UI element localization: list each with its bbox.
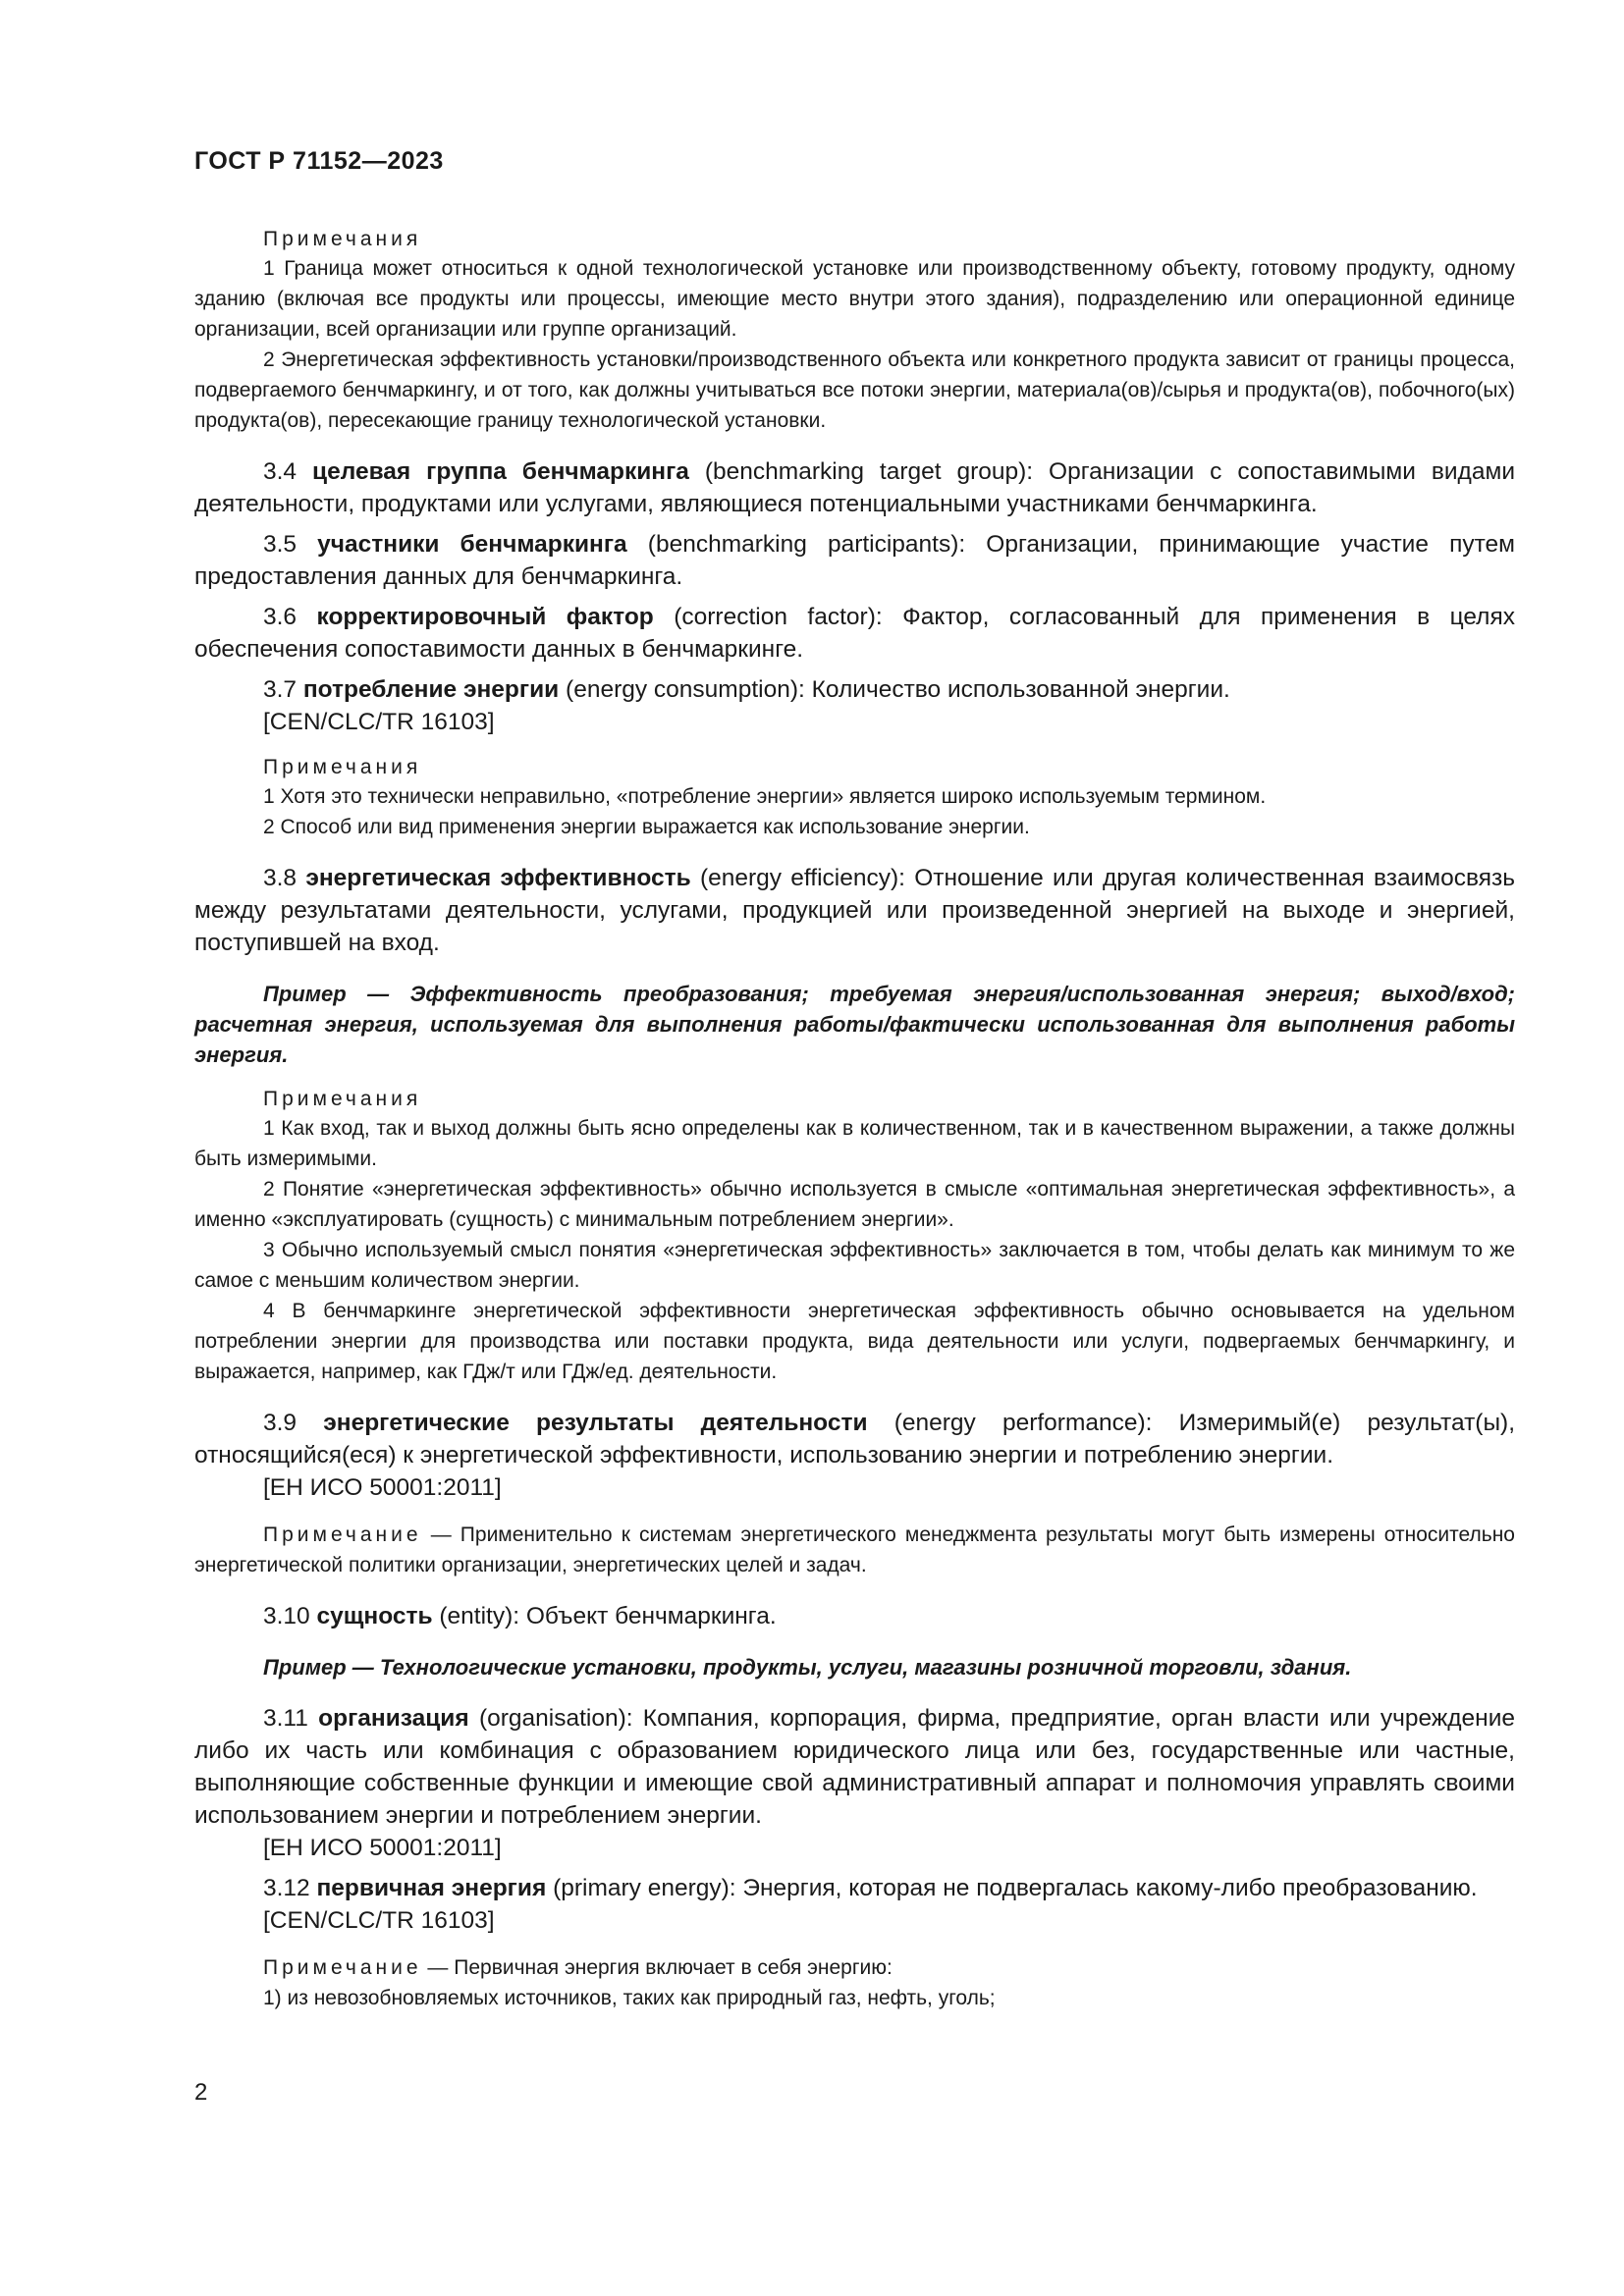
note-item: 2 Энергетическая эффективность установки/производственного объекта или конкретного продукта зависит от границы процесса, подвергаемого бенчмаркингу, и от того, как должны учитываться все потоки энергии, материала(ов)/сырья и продукта(ов), побочного(ых) продукта(ов), пересекающие границу технологической установки. bbox=[194, 348, 1515, 432]
term-title: корректировочный фактор bbox=[316, 604, 654, 630]
term-reference: [CEN/CLC/TR 16103] bbox=[263, 1907, 495, 1934]
notes-heading: Примечания bbox=[263, 228, 422, 250]
term-title: энергетические результаты деятельности bbox=[323, 1410, 868, 1436]
term-title: потребление энергии bbox=[302, 676, 560, 703]
term-example: Пример — Эффективность преобразования; требуемая энергия/использованная энергия; выход/вход; расчетная энергия, используемая для выполнения работы/фактически использованная для выполнения работы энергия. bbox=[194, 982, 1515, 1067]
term-note: Примечание — Первичная энергия включает в себя энергию: bbox=[263, 1956, 893, 1979]
term-3-6: 3.6 корректировочный фактор (correction factor): Фактор, согласованный для применения в целях обеспечения сопоставимости данных в бенчмаркинге. bbox=[194, 604, 1515, 663]
note-item: 1 Хотя это технически неправильно, «потребление энергии» является широко используемым термином. bbox=[263, 785, 1267, 808]
term-reference: [CEN/CLC/TR 16103] bbox=[263, 709, 495, 735]
page-number: 2 bbox=[194, 2079, 208, 2106]
term-3-7: 3.7 потребление энергии (energy consumption): Количество использованной энергии. bbox=[263, 676, 1230, 703]
term-title: организация bbox=[318, 1705, 469, 1732]
note-item: 1 Как вход, так и выход должны быть ясно определены как в количественном, так и в качественном выражении, а также должны быть измеримыми. bbox=[194, 1117, 1515, 1170]
document-body bbox=[194, 226, 1515, 2013]
note-item: 4 В бенчмаркинге энергетической эффективности энергетическая эффективность обычно основывается на удельном потреблении энергии для производства или поставки продукта, вида деятельности или услуги, подвергаемых бенчмаркингу, и выражается, например, как ГДж/т или ГДж/ед. деятельности. bbox=[194, 1300, 1515, 1383]
note-item: 2 Способ или вид применения энергии выражается как использование энергии. bbox=[263, 816, 1030, 838]
note-item: 2 Понятие «энергетическая эффективность» обычно используется в смысле «оптимальная энергетическая эффективность», а именно «эксплуатировать (сущность) с минимальным потреблением энергии». bbox=[194, 1178, 1515, 1231]
document-page bbox=[194, 0, 1515, 2296]
term-3-9: 3.9 энергетические результаты деятельности (energy performance): Измеримый(е) результат(ы), относящийся(еся) к энергетической эффективности, использованию энергии и потреблению энергии. bbox=[194, 1410, 1516, 1468]
term-reference: [ЕН ИСО 50001:2011] bbox=[263, 1835, 502, 1861]
term-3-4: 3.4 целевая группа бенчмаркинга (benchmarking target group): Организации с сопоставимыми видами деятельности, продуктами или услугами, являющиеся потенциальными участниками бенчмаркинга. bbox=[194, 458, 1515, 517]
term-3-10: 3.10 сущность (entity): Объект бенчмаркинга. bbox=[263, 1603, 777, 1629]
note-item: 3 Обычно используемый смысл понятия «энергетическая эффективность» заключается в том, чтобы делать как минимум то же самое с меньшим количеством энергии. bbox=[194, 1239, 1515, 1292]
term-title: участники бенчмаркинга bbox=[317, 531, 627, 558]
term-3-11: 3.11 организация (organisation): Компания, корпорация, фирма, предприятие, орган власти или учреждение либо их часть или комбинация с образованием юридического лица или без, государственные или частные, выполняющие собственные функции и имеющие свой административный аппарат и полномочия управлять своими использованием энергии и потреблением энергии. bbox=[194, 1705, 1516, 1829]
term-example: Пример — Технологические установки, продукты, услуги, магазины розничной торговли, здания. bbox=[263, 1655, 1352, 1680]
note-list-item: 1) из невозобновляемых источников, таких как природный газ, нефть, уголь; bbox=[263, 1987, 996, 2009]
term-3-5: 3.5 участники бенчмаркинга (benchmarking participants): Организации, принимающие участие путем предоставления данных для бенчмаркинга. bbox=[194, 531, 1516, 590]
notes-heading: Примечания bbox=[263, 1088, 422, 1110]
notes-heading: Примечания bbox=[263, 756, 422, 778]
note-item: 1 Граница может относиться к одной технологической установке или производственному объекту, готовому продукту, одному зданию (включая все продукты или процессы, имеющие место внутри этого здания), подразделению или операционной единице организации, всей организации или группе организаций. bbox=[194, 257, 1515, 341]
term-3-8: 3.8 энергетическая эффективность (energy efficiency): Отношение или другая количественная взаимосвязь между результатами деятельности, услугами, продукцией или произведенной энергией на выходе и энергией, поступившей на вход. bbox=[194, 865, 1515, 956]
document-header: ГОСТ Р 71152—2023 bbox=[194, 147, 444, 175]
term-title: первичная энергия bbox=[316, 1875, 547, 1901]
term-title: энергетическая эффективность bbox=[305, 865, 691, 891]
term-reference: [ЕН ИСО 50001:2011] bbox=[263, 1474, 502, 1501]
term-title: целевая группа бенчмаркинга bbox=[312, 458, 689, 485]
term-3-12: 3.12 первичная энергия (primary energy): Энергия, которая не подвергалась какому-либо преобразованию. bbox=[263, 1875, 1478, 1901]
term-title: сущность bbox=[316, 1603, 433, 1629]
term-note: Примечание — Применительно к системам энергетического менеджмента результаты могут быть измерены относительно энергетической политики организации, энергетических целей и задач. bbox=[194, 1523, 1515, 1576]
